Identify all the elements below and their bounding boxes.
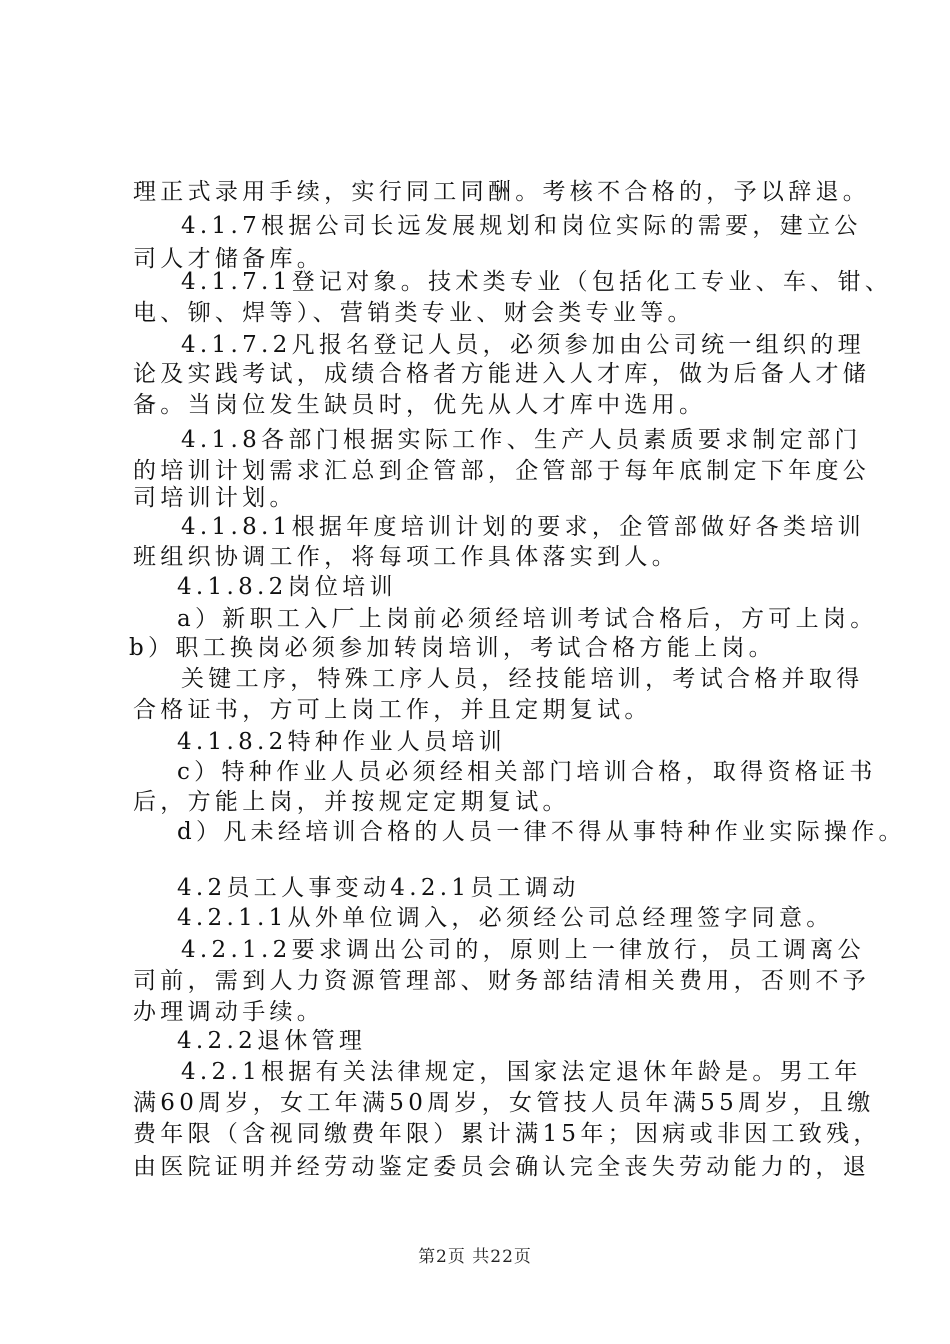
text-line: 合格证书，方可上岗工作，并且定期复试。 [133, 697, 652, 723]
text-line: 费年限（含视同缴费年限）累计满15年；因病或非因工致残， [133, 1121, 881, 1147]
text-line: 4.1.7.2凡报名登记人员，必须参加由公司统一组织的理 [181, 332, 865, 358]
text-line: c）特种作业人员必须经相关部门培训合格，取得资格证书 [177, 759, 877, 785]
text-line: 4.2员工人事变动4.2.1员工调动 [177, 875, 580, 901]
text-line: 理正式录用手续，实行同工同酬。考核不合格的，予以辞退。 [133, 179, 871, 205]
text-line: 4.1.8.2岗位培训 [177, 574, 397, 600]
text-line: 4.1.7.1登记对象。技术类专业（包括化工专业、车、钳、 [181, 269, 893, 295]
text-line: 关键工序，特殊工序人员，经技能培训，考试合格并取得 [181, 666, 864, 692]
page-number-footer: 第2页 共22页 [418, 1247, 532, 1267]
text-line: d）凡未经培训合格的人员一律不得从事特种作业实际操作。 [177, 819, 906, 845]
text-line: 满60周岁，女工年满50周岁，女管技人员年满55周岁，且缴 [133, 1090, 875, 1116]
text-line: 班组织协调工作，将每项工作具体落实到人。 [133, 544, 679, 570]
text-line: 4.1.8各部门根据实际工作、生产人员素质要求制定部门 [181, 427, 862, 453]
text-line: 4.2.1.1从外单位调入，必须经公司总经理签字同意。 [177, 905, 834, 931]
text-line: 备。当岗位发生缺员时，优先从人才库中选用。 [133, 392, 707, 418]
text-line: 论及实践考试，成绩合格者方能进入人才库，做为后备人才储 [133, 361, 871, 387]
text-line: 司前，需到人力资源管理部、财务部结清相关费用，否则不予 [133, 968, 871, 994]
text-line: 的培训计划需求汇总到企管部，企管部于每年底制定下年度公 [133, 458, 871, 484]
text-line: 4.2.1.2要求调出公司的，原则上一律放行，员工调离公 [181, 937, 865, 963]
text-line: 4.2.1根据有关法律规定，国家法定退休年龄是。男工年 [181, 1059, 862, 1085]
text-line: 4.2.2退休管理 [177, 1028, 367, 1054]
text-line: 后，方能上岗，并按规定定期复试。 [133, 789, 570, 815]
text-line: 司培训计划。 [133, 485, 297, 511]
text-line: 办理调动手续。 [133, 999, 325, 1025]
text-line: 电、铆、焊等）、营销类专业、财会类专业等。 [133, 300, 695, 326]
text-line: 4.1.8.1根据年度培训计划的要求，企管部做好各类培训 [181, 514, 865, 540]
text-line: 4.1.8.2特种作业人员培训 [177, 729, 506, 755]
text-line: b）职工换岗必须参加转岗培训，考试合格方能上岗。 [129, 635, 776, 661]
text-line: 4.1.7根据公司长远发展规划和岗位实际的需要，建立公 [181, 213, 862, 239]
text-line: 由医院证明并经劳动鉴定委员会确认完全丧失劳动能力的，退 [133, 1154, 871, 1180]
text-line: a）新职工入厂上岗前必须经培训考试合格后，方可上岗。 [177, 606, 878, 632]
text-line: 司人才储备库。 [133, 246, 325, 272]
